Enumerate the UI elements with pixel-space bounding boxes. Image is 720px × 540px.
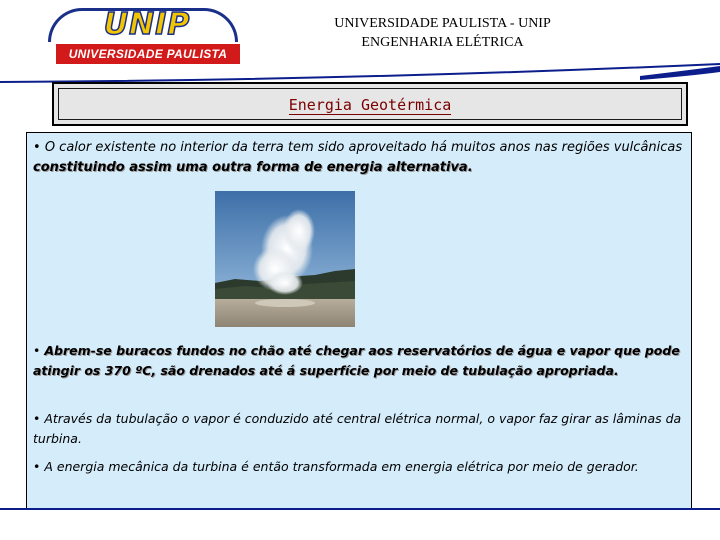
content-panel (26, 132, 692, 510)
paragraph-4-text: A energia mecânica da turbina é então transformada em energia elétrica por meio de gerador. (44, 459, 639, 474)
course-name: ENGENHARIA ELÉTRICA (361, 35, 524, 50)
logo-banner: UNIVERSIDADE PAULISTA (56, 44, 240, 64)
bullet: • (33, 459, 41, 474)
bullet: • (33, 343, 41, 358)
paragraph-3-text: Através da tubulação o vapor é conduzido até central elétrica normal, o vapor faz girar as lâminas da turbina. (33, 411, 682, 446)
paragraph-2 (33, 341, 685, 381)
title-box (52, 82, 688, 126)
paragraph-2-text: Abrem-se buracos fundos no chão até chegar aos reservatórios de água e vapor que pode atingir os 370 ºC, são drenados até á superfície por meio de tubulação apropriada. (33, 343, 680, 378)
slide-title (54, 96, 686, 114)
bullet: • (33, 140, 41, 155)
paragraph-1-text: O calor existente no interior da terra tem sido aproveitado há muitos anos nas regiões vulcânicas (44, 140, 683, 155)
institution-heading (270, 14, 615, 52)
footer-rule (0, 508, 720, 510)
slide-title-text: Energia Geotérmica (288, 96, 452, 114)
unip-logo (48, 7, 240, 61)
logo-wordmark: UNIP (103, 7, 191, 42)
bullet: • (33, 411, 41, 426)
institution-name: UNIVERSIDADE PAULISTA - UNIP (334, 16, 551, 31)
paragraph-4 (33, 457, 685, 477)
paragraph-1 (33, 138, 685, 178)
geyser-photo (215, 191, 355, 327)
paragraph-3 (33, 409, 685, 449)
slide-header (0, 0, 720, 80)
paragraph-1-emphasis: constituindo assim uma outra forma de energia alternativa. (33, 160, 473, 175)
